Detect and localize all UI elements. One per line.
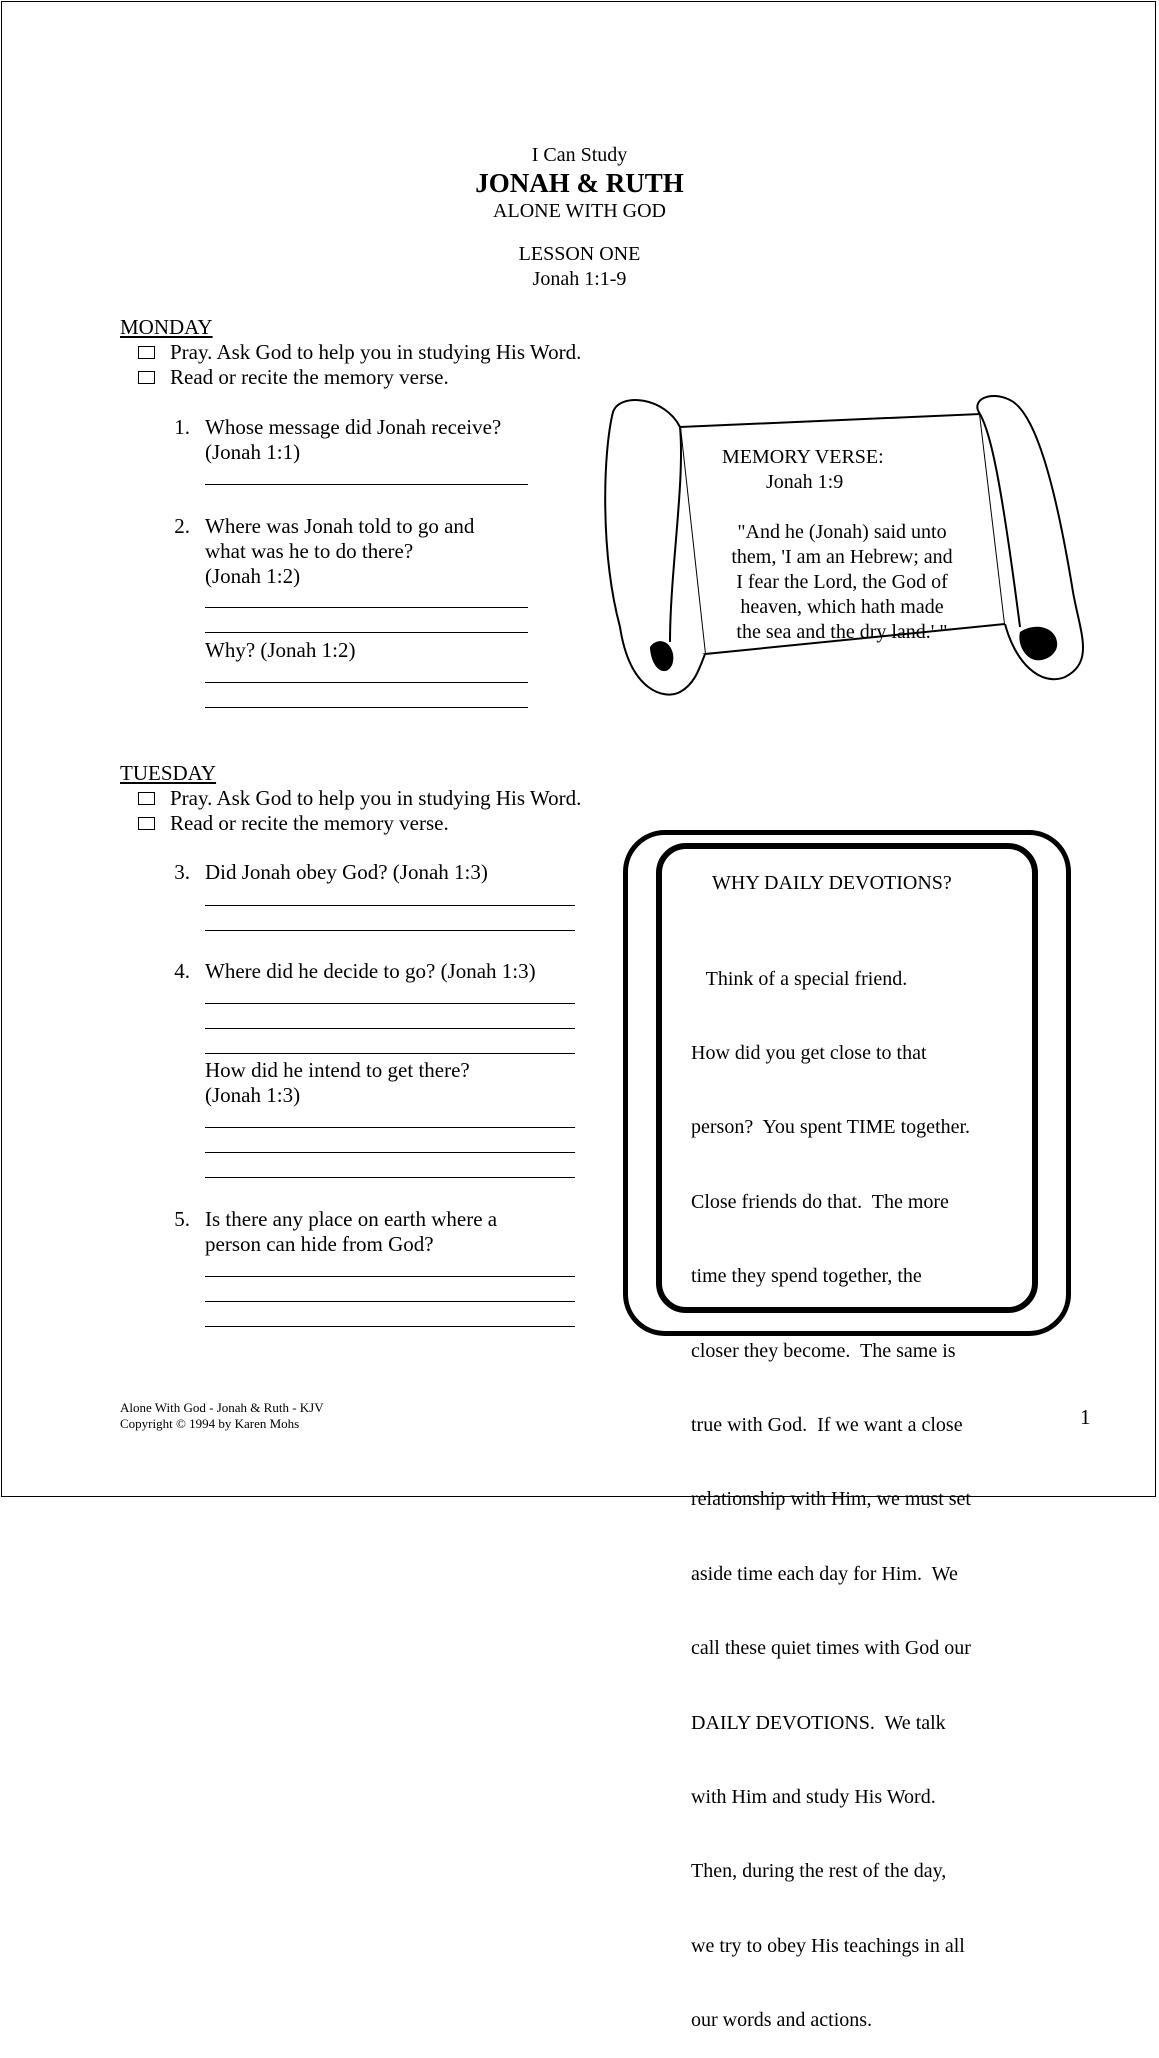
devotions-line: our words and actions. <box>691 2009 873 2032</box>
footer-title: Alone With God - Jonah & Ruth - KJV <box>120 1400 324 1415</box>
answer-line[interactable] <box>205 632 528 633</box>
page-subtitle: ALONE WITH GOD <box>493 200 666 222</box>
verse-line: the sea and the dry land.' " <box>736 621 948 643</box>
monday-check-pray <box>138 340 581 365</box>
checkbox[interactable] <box>138 371 155 384</box>
lesson-passage: Jonah 1:1-9 <box>532 268 627 290</box>
answer-line[interactable] <box>205 682 528 683</box>
devotions-line: aside time each day for Him. We <box>691 1562 958 1585</box>
verse-line: them, 'I am an Hebrew; and <box>731 546 953 568</box>
tuesday-heading: TUESDAY <box>120 761 217 785</box>
devotions-line: DAILY DEVOTIONS. We talk <box>691 1711 946 1734</box>
page-title: JONAH & RUTH <box>475 168 684 198</box>
devotions-line: How did you get close to that <box>691 1041 927 1064</box>
checklist-label: Read or recite the memory verse. <box>170 811 449 835</box>
monday-check-verse <box>138 365 449 390</box>
question-number: 4. <box>174 959 190 983</box>
answer-line[interactable] <box>205 484 528 485</box>
page-number: 1 <box>1080 1405 1091 1429</box>
tuesday-check-pray <box>138 786 581 811</box>
verse-line: heaven, which hath made <box>740 596 944 618</box>
checklist-label: Pray. Ask God to help you in studying His Word. <box>170 786 582 810</box>
answer-line[interactable] <box>205 1301 575 1302</box>
answer-line[interactable] <box>205 1326 575 1327</box>
devotions-line: time they spend together, the <box>691 1265 922 1288</box>
lesson-label: LESSON ONE <box>518 243 641 265</box>
answer-line[interactable] <box>205 1276 575 1277</box>
devotions-line: call these quiet times with God our <box>691 1637 971 1660</box>
devotions-text <box>691 917 971 2058</box>
devotions-line: Think of a special friend. <box>691 967 908 990</box>
question-number: 5. <box>174 1207 190 1231</box>
question-4-text: Where did he decide to go? (Jonah 1:3) <box>205 959 536 983</box>
devotions-line: relationship with Him, we must set <box>691 1488 971 1511</box>
devotions-line: with Him and study His Word. <box>691 1785 936 1808</box>
question-line: (Jonah 1:1) <box>205 440 301 464</box>
question-5-text <box>205 1207 497 1257</box>
answer-line[interactable] <box>205 1003 575 1004</box>
devotions-line: closer they become. The same is <box>691 1339 956 1362</box>
answer-line[interactable] <box>205 930 575 931</box>
answer-line[interactable] <box>205 1177 575 1178</box>
answer-line[interactable] <box>205 607 528 608</box>
memory-verse-text <box>712 520 972 645</box>
answer-line[interactable] <box>205 1127 575 1128</box>
question-line: Whose message did Jonah receive? <box>205 415 502 439</box>
devotions-line: Close friends do that. The more <box>691 1190 949 1213</box>
memory-verse-reference: Jonah 1:9 <box>766 471 844 493</box>
question-4b-text <box>205 1058 470 1108</box>
memory-verse-heading: MEMORY VERSE: <box>722 446 884 468</box>
series-label: I Can Study <box>531 144 628 166</box>
question-number: 3. <box>174 860 190 884</box>
answer-line[interactable] <box>205 1053 575 1054</box>
devotions-heading: WHY DAILY DEVOTIONS? <box>712 872 952 894</box>
devotions-line: we try to obey His teachings in all <box>691 1934 965 1957</box>
answer-line[interactable] <box>205 1152 575 1153</box>
verse-line: I fear the Lord, the God of <box>736 571 948 593</box>
verse-line: "And he (Jonah) said unto <box>737 521 947 543</box>
question-line: what was he to do there? <box>205 539 414 563</box>
tuesday-check-verse <box>138 811 449 836</box>
question-number: 2. <box>174 514 190 538</box>
footer-copyright: Copyright © 1994 by Karen Mohs <box>120 1416 300 1431</box>
checklist-label: Read or recite the memory verse. <box>170 365 449 389</box>
question-3-text: Did Jonah obey God? (Jonah 1:3) <box>205 860 488 884</box>
answer-line[interactable] <box>205 707 528 708</box>
answer-line[interactable] <box>205 1028 575 1029</box>
question-2b-text: Why? (Jonah 1:2) <box>205 638 356 662</box>
checkbox[interactable] <box>138 792 155 805</box>
devotions-line: person? You spent TIME together. <box>691 1116 971 1139</box>
question-1-text <box>205 415 501 465</box>
monday-heading: MONDAY <box>120 315 213 339</box>
checklist-label: Pray. Ask God to help you in studying His Word. <box>170 340 582 364</box>
checkbox[interactable] <box>138 346 155 359</box>
question-line: (Jonah 1:2) <box>205 564 301 588</box>
question-line: Is there any place on earth where a <box>205 1207 498 1231</box>
question-line: Where was Jonah told to go and <box>205 514 475 538</box>
question-2-text <box>205 514 474 589</box>
question-line: (Jonah 1:3) <box>205 1083 301 1107</box>
answer-line[interactable] <box>205 905 575 906</box>
devotions-line: Then, during the rest of the day, <box>691 1860 947 1883</box>
checkbox[interactable] <box>138 817 155 830</box>
question-line: How did he intend to get there? <box>205 1058 470 1082</box>
question-number: 1. <box>174 415 190 439</box>
question-line: person can hide from God? <box>205 1232 434 1256</box>
devotions-line: true with God. If we want a close <box>691 1413 963 1436</box>
